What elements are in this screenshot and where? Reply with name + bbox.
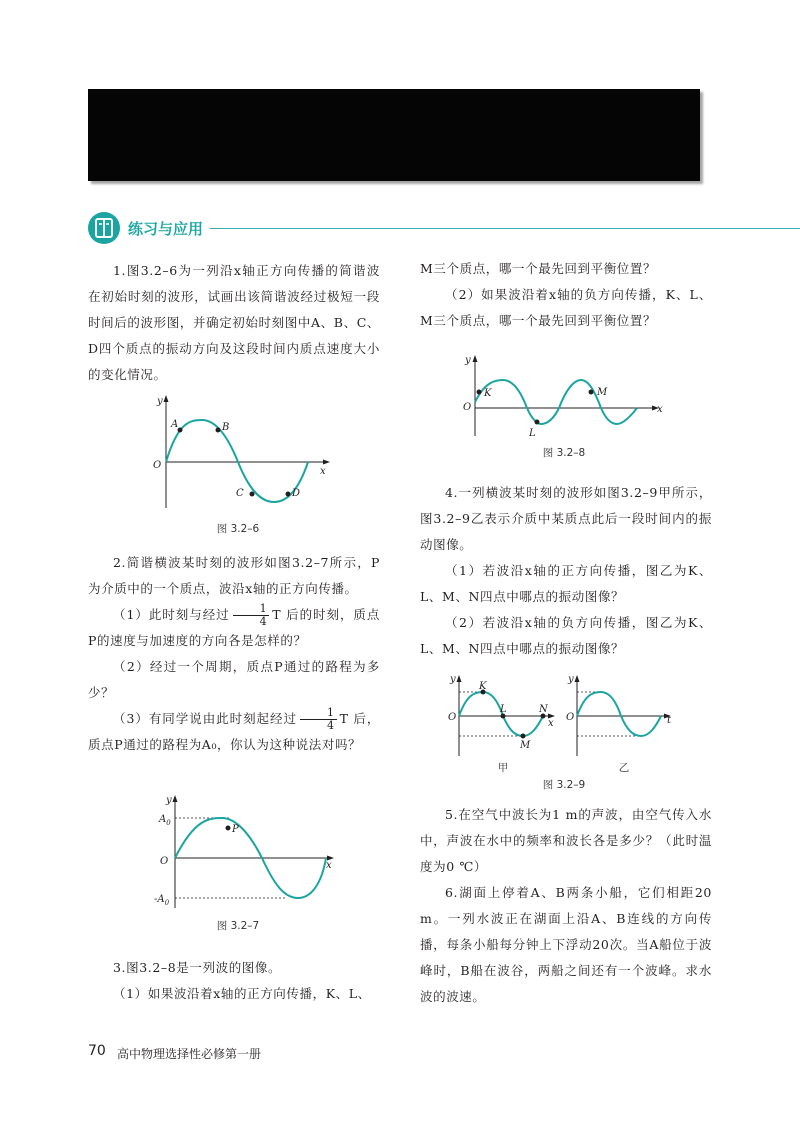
fig6-label-b: B [222,422,230,433]
fig9-label-k: K [479,681,487,692]
chapter-banner [88,89,700,181]
question-5 [420,802,712,880]
figure-3-2-7 [150,792,350,912]
q2-1a: （1）此时刻与经过 [113,607,230,622]
frac-denominator: 4 [326,719,335,732]
fig9-label-m: M [520,740,531,751]
fig8-x-label: x [657,404,663,415]
exercise-icon [88,212,120,244]
fig7-caption: 图 3.2–7 [216,920,260,932]
fig7-neg-a0: $-A_0$ [154,894,170,907]
fig6-origin: O [153,460,162,471]
q3-sub2: （2）如果波沿着x轴的负方向传播，K、L、M三个质点，哪一个最先回到平衡位置？ [420,287,712,328]
frac-numerator: 1 [233,603,270,616]
point-b [216,428,221,433]
question-2 [88,550,380,758]
q3-text: 3.图3.2–8是一列波的图像。 [113,960,282,975]
fig9-caption: 图 3.2–9 [542,779,586,791]
fig6-caption: 图 3.2–6 [216,523,260,535]
q2-sub2: （2）经过一个周期，质点P通过的路程为多少？ [88,659,380,700]
fig8-caption: 图 3.2–8 [542,447,586,459]
fig9-label-l: L [500,704,507,715]
fig8-label-l: L [529,428,536,439]
fig8-label-m: M [597,387,608,398]
fig6-label-a: A [171,419,179,430]
point-m [521,734,526,739]
point-l [535,420,540,425]
fig7-label-p: P [232,824,239,835]
fig7-y-label: y [166,795,172,806]
fig8-y-label: y [465,355,471,366]
fig9-yi-y-label: y [568,674,574,685]
page-number: 70 [88,1043,106,1059]
fig9-jia-origin: O [448,712,457,723]
frac-denominator: 4 [259,615,268,628]
frac-numerator: 1 [300,707,337,720]
question-6 [420,880,712,1010]
section-rule [210,228,800,229]
wave-curve [577,692,661,736]
fig9-jia-label: 甲 [497,762,509,774]
q2-3b: T 后，质点P通过的路程为A₀，你认为这种说法对吗？ [88,711,380,752]
question-4 [420,480,712,662]
fig6-x-label: x [320,466,326,477]
q4-sub1: （1）若波沿x轴的正方向传播，图乙为K、L、M、N四点中哪点的振动图像？ [420,563,712,604]
q3-sub1: （1）如果波沿着x轴的正方向传播，K、L、 [113,986,371,1001]
figure-3-2-9-yi [563,670,683,760]
q4-sub2: （2）若波沿x轴的负方向传播，图乙为K、L、M、N四点中哪点的振动图像？ [420,615,712,656]
fig6-y-label: y [157,396,163,407]
q2-sub3 [88,706,380,758]
question-1 [88,258,380,388]
q2-sub1 [88,602,380,654]
fraction-1-4 [233,603,270,628]
section-title: 练习与应用 [128,220,204,238]
q2-1b: T 后的时刻，质点P的速度与加速度的方向各是怎样的？ [88,607,380,648]
point-a [178,428,183,433]
fig7-origin: O [160,856,169,867]
point-d [286,492,291,497]
fig7-x-label: x [326,860,332,871]
q6-text: 6.湖面上停着A、B两条小船，它们相距20 m。一列水波正在湖面上沿A、B连线的方向传播，每条小船每分钟上下浮动20次。当A船位于波峰时，B船在波谷，两船之间还有一个波峰。求水波的波速。 [420,885,712,1004]
fig9-label-n: N [539,704,548,715]
q4-text: 4.一列横波某时刻的波形如图3.2–9甲所示，图3.2–9乙表示介质中某质点此后一段时间内的振动图像。 [420,485,712,552]
fig6-label-c: C [236,488,244,499]
fraction-1-4 [300,707,337,732]
figure-3-2-8 [455,352,675,440]
point-m [589,390,594,395]
fig9-jia-x-label: x [548,718,554,729]
q3-sub1-cont: M三个质点，哪一个最先回到平衡位置？ [420,261,657,276]
fig6-label-d: D [292,488,301,499]
point-p [226,826,231,831]
question-3-cont [420,256,712,334]
point-c [250,492,255,497]
fig9-yi-origin: O [566,712,575,723]
point-k [477,390,482,395]
fig9-yi-t-label: t [667,715,672,726]
fig8-origin: O [463,402,472,413]
fig9-yi-label: 乙 [618,762,630,774]
q2-3a: （3）有同学说由此时刻起经过 [113,711,297,726]
figure-3-2-6 [148,392,338,514]
book-title: 高中物理选择性必修第一册 [117,1047,262,1061]
wave-curve [475,380,637,424]
fig9-jia-y-label: y [450,674,456,685]
fig7-a0: $A_0$ [159,814,171,827]
fig8-label-k: K [484,388,492,399]
q2-text: 2.简谐横波某时刻的波形如图3.2–7所示，P为介质中的一个质点，波沿x轴的正方向传播。 [88,555,380,596]
q5-text: 5.在空气中波长为1 m的声波，由空气传入水中，声波在水中的频率和波长各是多少？（此时温度为0 ℃） [420,807,712,874]
q1-text: 1.图3.2–6为一列沿x轴正方向传播的简谐波在初始时刻的波形，试画出该简谐波经过极短一段时间后的波形图，并确定初始时刻图中A、B、C、D四个质点的振动方向及这段时间内质点速度大小的变化情况。 [88,263,380,382]
figure-3-2-9-jia [445,670,565,760]
question-3 [88,955,380,1007]
